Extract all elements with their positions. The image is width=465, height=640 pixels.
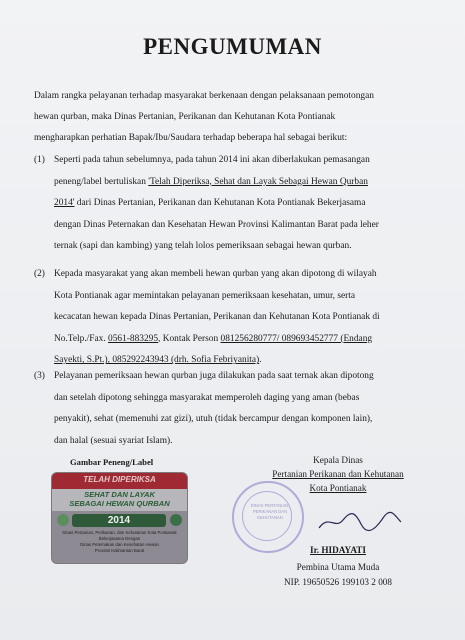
label-line-1: SEHAT DAN LAYAK	[84, 490, 155, 499]
phone-number: 0561-883295	[108, 333, 159, 344]
item-line: No.Telp./Fax. 0561-883295, Kontak Person 081256280777/ 089693452777 (Endang	[54, 333, 373, 344]
signature-office-1: Kepala Dinas	[313, 455, 363, 465]
item-line: Seperti pada tahun sebelumnya, pada tahun 2014 ini akan diberlakukan pemasangan	[54, 155, 370, 165]
document-title: PENGUMUMAN	[143, 34, 322, 59]
item-number: (3)	[34, 371, 45, 381]
label-top-text: TELAH DIPERIKSA	[83, 475, 156, 484]
city-logo-icon	[57, 514, 69, 526]
contact-person: (drh. Sofia Febriyanita)	[168, 355, 260, 366]
label-year: 2014	[72, 514, 166, 527]
label-caption: Gambar Peneng/Label	[70, 457, 154, 467]
item-line: dan halal (sesuai syariat Islam).	[54, 435, 173, 446]
item-number: (1)	[34, 155, 45, 165]
official-stamp: DINAS PERTANIAN, PERIKANAN DAN KEHUTANAN	[232, 481, 304, 553]
signature-office-3: Kota Pontianak	[309, 483, 367, 493]
item-number: (2)	[34, 269, 45, 279]
contact-person: 081256280777/ 089693452777 (Endang	[220, 333, 373, 344]
item-line: peneng/label bertuliskan 'Telah Diperiksa, Sehat dan Layak Sebagai Hewan Qurban	[54, 176, 368, 187]
signatory-rank: Pembina Utama Muda	[296, 562, 380, 572]
item-line: dengan Dinas Peternakan dan Kesehatan Hewan Provinsi Kalimantan Barat pada leher	[54, 219, 379, 230]
qurban-label-image	[52, 473, 187, 563]
intro-line-3: mengharapkan perhatian Bapak/Ibu/Saudara terhadap beberapa hal sebagai berikut:	[34, 133, 348, 143]
item-line: penyakit), sehat (memenuhi zat gizi), utuh (tidak bercampur dengan komponen lain),	[54, 414, 373, 425]
label-text-highlight: 'Telah Diperiksa, Sehat dan Layak Sebagai Hewan Qurban	[148, 176, 368, 187]
intro-line-1: Dalam rangka pelayanan terhadap masyarakat berkenaan dengan pelaksanaan pemotongan	[34, 91, 374, 101]
label-note: Dinas Pertanian, Perikanan, dan Kehutanan Kota Pontianak Bekerjasama Dengan Dinas Peternakan dan Kesehatan Hewan Provinsi Kalimantan Barat	[62, 530, 177, 553]
province-logo-icon	[170, 514, 182, 526]
signature-office-2: Pertanian Perikanan dan Kehutanan	[272, 469, 404, 479]
item-line: ternak (sapi dan kambing) yang telah lolos pemeriksaan sebagai hewan qurban.	[54, 241, 352, 252]
item-line: Pelayanan pemeriksaan hewan qurban juga dilakukan pada saat ternak akan dipotong	[54, 371, 374, 381]
item-line: dan setelah dipotong sehingga masyarakat memperoleh daging yang aman (bebas	[54, 392, 360, 403]
item-line: 2014' dari Dinas Pertanian, Perikanan dan Kehutanan Kota Pontianak Bekerjasama	[54, 198, 366, 209]
intro-line-2: hewan qurban, maka Dinas Pertanian, Perikanan dan Kehutanan Kota Pontianak	[34, 112, 336, 122]
label-text-highlight: 2014'	[54, 198, 75, 209]
item-line: Sayekti, S.Pt.), 085292243943 (drh. Sofia Febriyanita).	[54, 355, 262, 366]
contact-person: Sayekti, S.Pt.), 085292243943	[54, 355, 169, 366]
signatory-nip: NIP. 19650526 199103 2 008	[284, 577, 392, 587]
item-line: Kepada masyarakat yang akan membeli hewan qurban yang akan dipotong di wilayah	[54, 269, 377, 279]
handwritten-signature-icon	[315, 510, 403, 534]
item-line: kecacatan hewan kepada Dinas Pertanian, Perikanan dan Kehutanan Kota Pontianak di	[54, 312, 380, 323]
signatory-name: Ir. HIDAYATI	[310, 545, 366, 555]
label-line-2: SEBAGAI HEWAN QURBAN	[69, 499, 170, 508]
item-line: Kota Pontianak agar memintakan pelayanan pemeriksaan kesehatan, umur, serta	[54, 290, 356, 301]
